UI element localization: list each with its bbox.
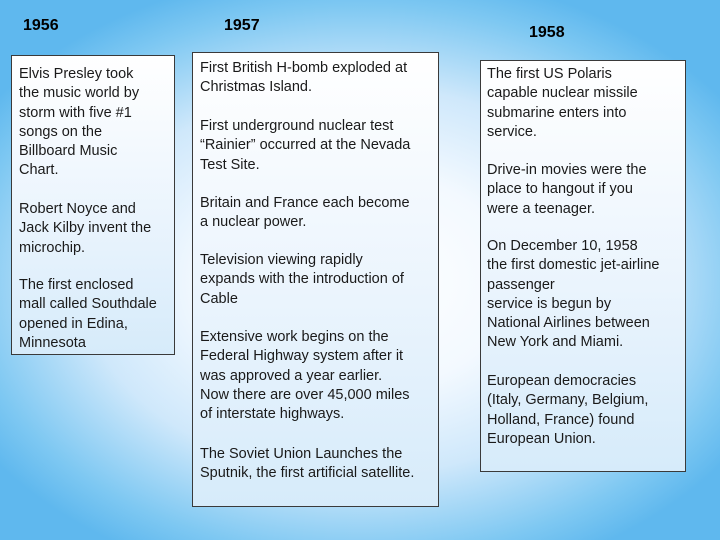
event-item: Britain and France each become a nuclear power.: [200, 195, 410, 231]
year-heading-1958: 1958: [529, 24, 565, 41]
timeline-column-1956: [11, 55, 175, 355]
event-item: The first US Polaris capable nuclear missile submarine enters into service.: [487, 66, 638, 140]
event-item: Extensive work begins on the Federal Highway system after it was approved a year earlier. Now there are over 45,000 miles of interstate highways.: [200, 329, 410, 423]
year-heading-1957: 1957: [224, 17, 260, 34]
event-item: European democracies (Italy, Germany, Belgium, Holland, France) found European Union.: [487, 373, 649, 447]
event-item: On December 10, 1958 the first domestic jet-airline passenger service is begun by National Airlines between New York and Miami.: [487, 238, 660, 351]
event-item: First underground nuclear test “Rainier” occurred at the Nevada Test Site.: [200, 118, 411, 173]
event-item: Elvis Presley took the music world by storm with five #1 songs on the Billboard Music Chart.: [19, 66, 140, 179]
timeline-column-1957: [192, 52, 439, 507]
event-item: The first enclosed mall called Southdale opened in Edina, Minnesota: [19, 277, 157, 351]
event-item: The Soviet Union Launches the Sputnik, the first artificial satellite.: [200, 446, 415, 482]
event-item: Robert Noyce and Jack Kilby invent the microchip.: [19, 201, 152, 256]
event-item: Drive-in movies were the place to hangout if you were a teenager.: [487, 162, 647, 217]
year-heading-1956: 1956: [23, 17, 59, 34]
timeline-column-1958: [480, 60, 686, 472]
event-item: First British H-bomb exploded at Christmas Island.: [200, 60, 408, 96]
event-item: Television viewing rapidly expands with the introduction of Cable: [200, 252, 404, 307]
